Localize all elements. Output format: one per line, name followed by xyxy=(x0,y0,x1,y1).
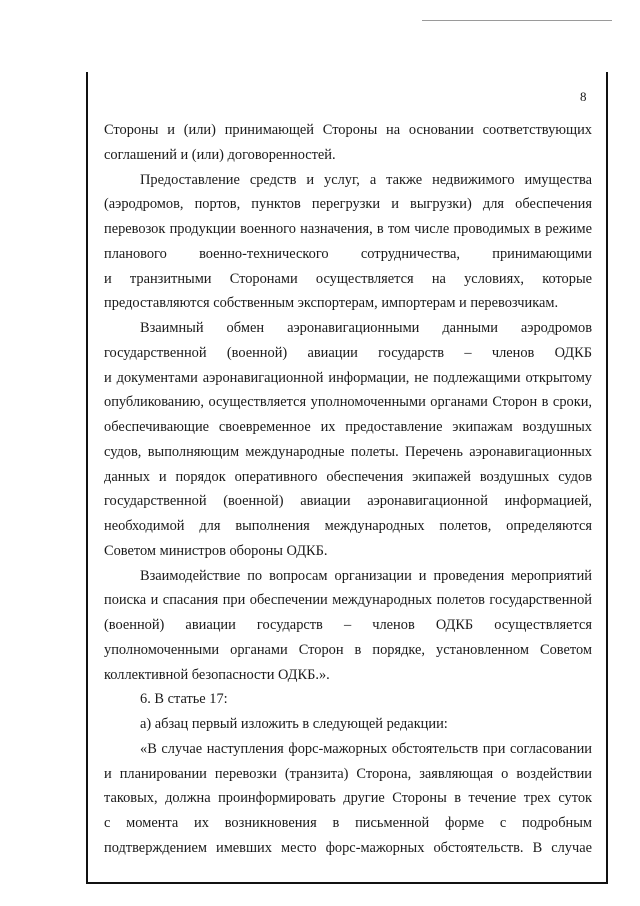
text-line: планового военно-технического сотрудничества, принимающими xyxy=(104,245,592,262)
text-line: необходимой для выполнения международных полетов, определяются xyxy=(104,518,592,534)
text-line: перевозок продукции военного назначения, в том числе проводимых в режиме xyxy=(104,221,592,237)
text-line: таковых, должна проинформировать другие Стороны в течение трех суток xyxy=(104,790,592,807)
text-line: Взаимодействие по вопросам организации и проведения мероприятий xyxy=(140,567,592,584)
text-line: подтверждением имевших место форс-мажорных обстоятельств. В случае xyxy=(104,839,592,856)
text-line: Предоставление средств и услуг, а также недвижимого имущества xyxy=(140,171,592,188)
text-line: соглашений и (или) договоренностей. xyxy=(104,146,336,163)
text-line: (военной) авиации государств – членов ОДКБ осуществляется xyxy=(104,617,592,633)
text-line: и планировании перевозки (транзита) Сторона, заявляющая о воздействии xyxy=(104,765,592,782)
text-line: предоставляются собственным экспортерам, импортерам и перевозчикам. xyxy=(104,295,559,312)
text-line: (аэродромов, портов, пунктов перегрузки и выгрузки) для обеспечения xyxy=(104,196,592,213)
text-line: поиска и спасания при обеспечении международных полетов государственной xyxy=(104,592,592,609)
page-number: 8 xyxy=(580,89,587,104)
top-rule xyxy=(422,20,612,21)
text-line: Взаимный обмен аэронавигационными данными аэродромов xyxy=(140,320,592,336)
text-line: Советом министров обороны ОДКБ. xyxy=(104,542,328,559)
text-line: а) абзац первый изложить в следующей редакции: xyxy=(140,716,448,732)
text-line: опубликованию, осуществляется уполномоченными органами Сторон в сроки, xyxy=(104,394,592,411)
text-line: государственной (военной) авиации аэронавигационной информацией, xyxy=(104,493,592,510)
text-line: коллективной безопасности ОДКБ.». xyxy=(104,666,330,683)
text-line: 6. В статье 17: xyxy=(140,691,228,708)
text-line: и документами аэронавигационной информации, не подлежащими открытому xyxy=(104,369,592,386)
text-line: «В случае наступления форс-мажорных обстоятельств при согласовании xyxy=(140,740,592,757)
text-line: и транзитными Сторонами осуществляется на условиях, которые xyxy=(104,270,592,287)
text-line: уполномоченными органами Сторон в порядке, установленном Советом xyxy=(104,641,592,658)
text-line: государственной (военной) авиации государств – членов ОДКБ xyxy=(104,344,592,361)
text-line: с момента их возникновения в письменной форме с подробным xyxy=(104,815,592,831)
text-line: данных и порядок оперативного обеспечения экипажей воздушных судов xyxy=(104,468,592,485)
text-line: Стороны и (или) принимающей Стороны на основании соответствующих xyxy=(104,122,592,138)
text-line: обеспечивающие своевременное их предоставление экипажам воздушных xyxy=(104,419,592,435)
text-line: судов, выполняющим международные полеты. Перечень аэронавигационных xyxy=(104,443,592,460)
document-body xyxy=(104,118,592,861)
